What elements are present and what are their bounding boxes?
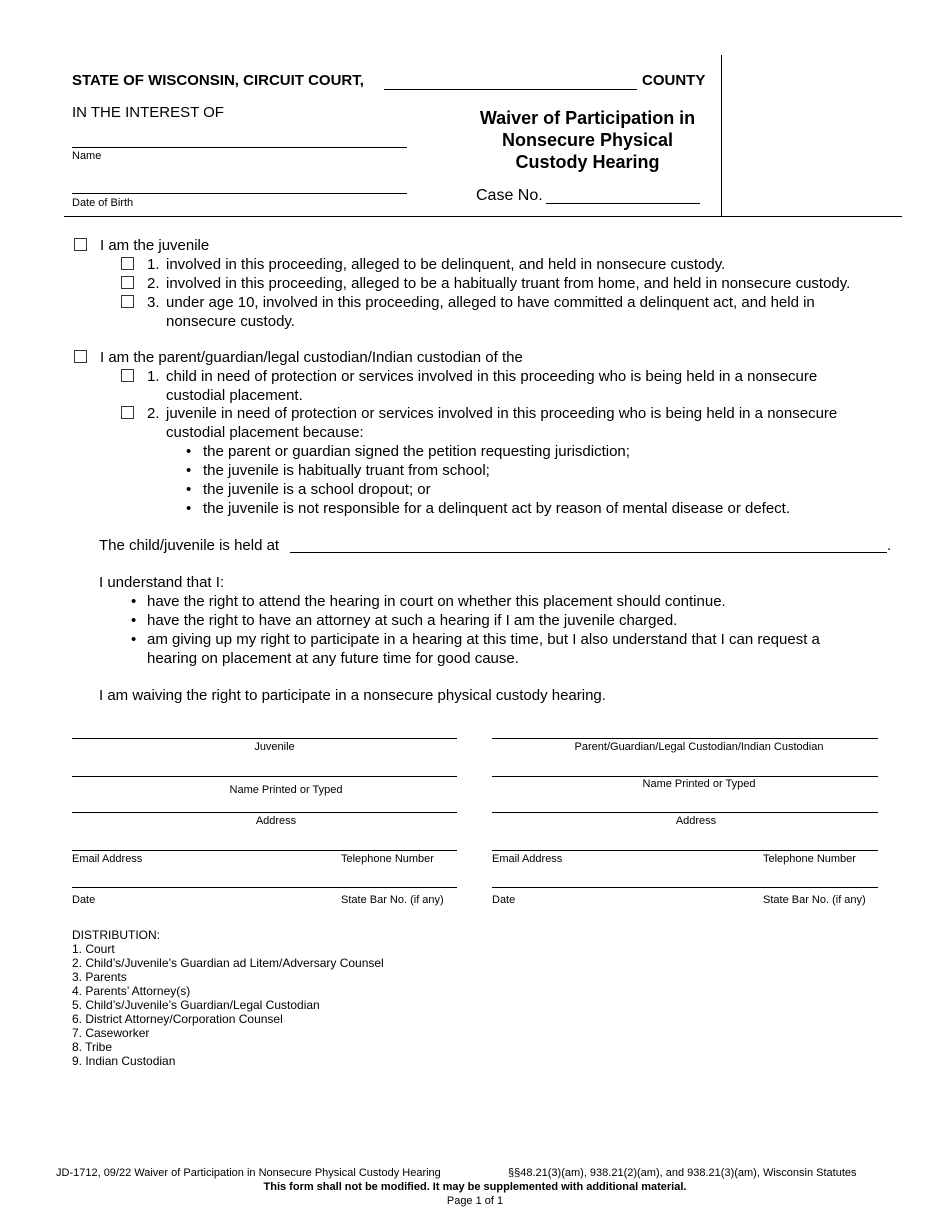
juvenile-option-2-checkbox[interactable] [121, 276, 134, 289]
parent-name-field[interactable] [492, 776, 878, 777]
parent-option-1-checkbox[interactable] [121, 369, 134, 382]
footer-statutes: §§48.21(3)(am), 938.21(2)(am), and 938.21(3)(am), Wisconsin Statutes [508, 1167, 857, 1179]
distribution-title: DISTRIBUTION: [72, 928, 161, 942]
footer-page-number: Page 1 of 1 [446, 1195, 504, 1207]
parent-option-text: child in need of protection or services involved in this proceeding who is being held in a nonsecure [166, 368, 818, 385]
distribution-list [72, 928, 384, 1068]
distribution-item: 7. Caseworker [72, 1026, 150, 1040]
parent-address-label: Address [675, 815, 717, 827]
distribution-item: 1. Court [72, 942, 115, 956]
held-at-label: The child/juvenile is held at [99, 537, 280, 554]
juvenile-address-label: Address [255, 815, 297, 827]
parent-bar-label: State Bar No. (if any) [763, 894, 866, 906]
distribution-item: 9. Indian Custodian [72, 1054, 176, 1068]
juvenile-option-number: 2. [147, 275, 160, 292]
parent-address-field[interactable] [492, 812, 878, 813]
distribution-item: 6. District Attorney/Corporation Counsel [72, 1012, 283, 1026]
parent-email-phone-field[interactable] [492, 850, 878, 851]
juvenile-name-field[interactable] [72, 776, 457, 777]
reason-item: the juvenile is habitually truant from school; [203, 462, 490, 479]
understand-intro: I understand that I: [99, 574, 225, 591]
understand-item: have the right to attend the hearing in court on whether this placement should continue. [147, 593, 726, 610]
understand-item: hearing on placement at any future time for good cause. [147, 650, 519, 667]
juvenile-option-1-checkbox[interactable] [121, 257, 134, 270]
dob-field[interactable] [72, 193, 407, 194]
county-label: COUNTY [642, 72, 706, 89]
header-divider-vertical [721, 55, 722, 217]
parent-option-2-checkbox[interactable] [121, 406, 134, 419]
juvenile-option-text: nonsecure custody. [166, 313, 295, 330]
bullet-icon: • [186, 500, 192, 517]
reason-item: the juvenile is a school dropout; or [203, 481, 431, 498]
parent-date-label: Date [492, 894, 516, 906]
juvenile-phone-label: Telephone Number [341, 853, 434, 865]
juvenile-signature-field[interactable] [72, 738, 457, 739]
bullet-icon: • [131, 631, 137, 648]
juvenile-bar-label: State Bar No. (if any) [341, 894, 444, 906]
reason-item: the juvenile is not responsible for a delinquent act by reason of mental disease or defect. [203, 500, 791, 517]
parent-phone-label: Telephone Number [763, 853, 856, 865]
understand-item: am giving up my right to participate in a hearing at this time, but I also understand that I can request a [147, 631, 820, 648]
in-interest-of-label: IN THE INTEREST OF [72, 104, 224, 121]
title-line: Nonsecure Physical [501, 130, 674, 150]
footer-notice: This form shall not be modified. It may be supplemented with additional material. [263, 1181, 687, 1193]
bullet-icon: • [186, 462, 192, 479]
waiver-statement: I am waiving the right to participate in a nonsecure physical custody hearing. [99, 687, 606, 704]
dob-label: Date of Birth [72, 197, 134, 209]
juvenile-option-text: involved in this proceeding, alleged to be a habitually truant from home, and held in nonsecure custody. [166, 275, 851, 292]
parent-option-number: 1. [147, 368, 160, 385]
juvenile-date-bar-field[interactable] [72, 887, 457, 888]
distribution-item: 3. Parents [72, 970, 127, 984]
reason-item: the parent or guardian signed the petition requesting jurisdiction; [203, 443, 630, 460]
juvenile-option-text: under age 10, involved in this proceeding, alleged to have committed a delinquent act, and held in [166, 294, 815, 311]
held-at-end: . [887, 537, 892, 554]
case-no-label: Case No. [476, 187, 543, 204]
juvenile-email-label: Email Address [72, 853, 143, 865]
parent-option-text: custodial placement because: [166, 424, 364, 441]
bullet-icon: • [131, 612, 137, 629]
parent-signature-label: Parent/Guardian/Legal Custodian/Indian Custodian [574, 741, 824, 753]
parent-signature-field[interactable] [492, 738, 878, 739]
juvenile-option-3-checkbox[interactable] [121, 295, 134, 308]
juvenile-option-text: involved in this proceeding, alleged to be delinquent, and held in nonsecure custody. [166, 256, 726, 273]
parent-label: I am the parent/guardian/legal custodian/Indian custodian of the [100, 349, 523, 366]
distribution-item: 2. Child’s/Juvenile’s Guardian ad Litem/Adversary Counsel [72, 956, 384, 970]
understand-item: have the right to have an attorney at such a hearing if I am the juvenile charged. [147, 612, 678, 629]
distribution-item: 8. Tribe [72, 1040, 113, 1054]
held-at-field[interactable] [290, 552, 887, 553]
juvenile-label: I am the juvenile [100, 237, 210, 254]
case-no-field[interactable] [546, 203, 700, 204]
header-divider-horizontal [64, 216, 902, 217]
parent-option-text: custodial placement. [166, 387, 303, 404]
parent-checkbox[interactable] [74, 350, 87, 363]
bullet-icon: • [186, 481, 192, 498]
juvenile-checkbox[interactable] [74, 238, 87, 251]
title-line: Waiver of Participation in [479, 108, 696, 128]
parent-name-label: Name Printed or Typed [642, 778, 756, 790]
juvenile-address-field[interactable] [72, 812, 457, 813]
county-field[interactable] [384, 89, 637, 90]
bullet-icon: • [131, 593, 137, 610]
court-line: STATE OF WISCONSIN, CIRCUIT COURT, [72, 72, 364, 89]
title-line: Custody Hearing [515, 152, 660, 172]
juvenile-option-number: 1. [147, 256, 160, 273]
name-field[interactable] [72, 147, 407, 148]
distribution-item: 5. Child’s/Juvenile’s Guardian/Legal Custodian [72, 998, 320, 1012]
parent-date-bar-field[interactable] [492, 887, 878, 888]
parent-option-number: 2. [147, 405, 160, 422]
juvenile-signature-label: Juvenile [254, 741, 295, 753]
name-label: Name [72, 150, 102, 162]
bullet-icon: • [186, 443, 192, 460]
juvenile-email-phone-field[interactable] [72, 850, 457, 851]
juvenile-option-number: 3. [147, 294, 160, 311]
juvenile-date-label: Date [72, 894, 96, 906]
parent-email-label: Email Address [492, 853, 563, 865]
distribution-item: 4. Parents’ Attorney(s) [72, 984, 191, 998]
parent-option-text: juvenile in need of protection or services involved in this proceeding who is being held in a nonsecure [166, 405, 838, 422]
form-title [455, 107, 720, 173]
footer-form-id: JD-1712, 09/22 Waiver of Participation in Nonsecure Physical Custody Hearing [56, 1167, 441, 1179]
juvenile-name-label: Name Printed or Typed [229, 784, 343, 796]
